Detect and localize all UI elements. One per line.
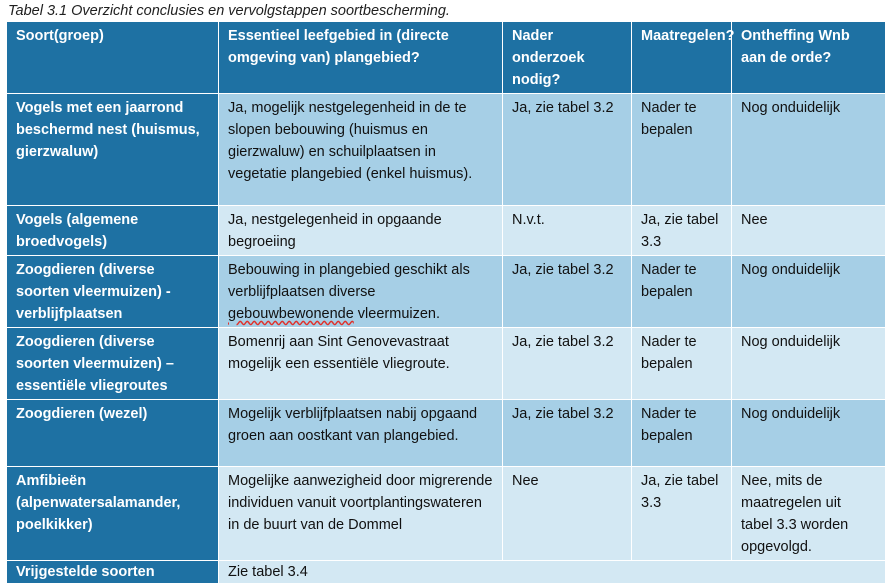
table-caption: Tabel 3.1 Overzicht conclusies en vervolgstappen soortbescherming. xyxy=(8,3,450,19)
header-habitat: Essentieel leefgebied in (directe omgeving van) plangebied? xyxy=(219,22,503,94)
species-cell: Amfibieën (alpenwatersalamander, poelkikker) xyxy=(7,467,219,561)
exemption-cell: Nog onduidelijk xyxy=(732,328,886,400)
species-cell: Vogels (algemene broedvogels) xyxy=(7,206,219,256)
exemption-cell: Nog onduidelijk xyxy=(732,256,886,328)
species-cell: Zoogdieren (diverse soorten vleermuizen) - verblijfplaatsen xyxy=(7,256,219,328)
measures-cell: Nader te bepalen xyxy=(632,94,732,206)
measures-cell: Nader te bepalen xyxy=(632,328,732,400)
species-cell: Zoogdieren (wezel) xyxy=(7,400,219,467)
measures-cell: Nader te bepalen xyxy=(632,256,732,328)
table-row xyxy=(7,467,886,561)
habitat-cell: Zie tabel 3.4 xyxy=(219,561,886,584)
research-cell: Ja, zie tabel 3.2 xyxy=(503,400,632,467)
habitat-cell: Bomenrij aan Sint Genovevastraat mogelijk een essentiële vliegroute. xyxy=(219,328,503,400)
habitat-text: vleermuizen. xyxy=(353,306,441,322)
exemption-cell: Nee, mits de maatregelen uit tabel 3.3 worden opgevolgd. xyxy=(732,467,886,561)
habitat-cell xyxy=(219,256,503,328)
header-measures: Maatregelen? xyxy=(632,22,732,94)
conclusions-table xyxy=(6,21,886,584)
research-cell: Nee xyxy=(503,467,632,561)
species-cell: Vrijgestelde soorten xyxy=(7,561,219,584)
habitat-cell: Ja, mogelijk nestgelegenheid in de te slopen bebouwing (huismus en gierzwaluw) en schuilplaatsen in vegetatie plangebied (enkel huismus). xyxy=(219,94,503,206)
habitat-cell: Mogelijke aanwezigheid door migrerende individuen vanuit voortplantingswateren in de buurt van de Dommel xyxy=(219,467,503,561)
species-cell: Zoogdieren (diverse soorten vleermuizen) – essentiële vliegroutes xyxy=(7,328,219,400)
header-exemption: Ontheffing Wnb aan de orde? xyxy=(732,22,886,94)
spellcheck-marked-word: gebouwbewonende xyxy=(228,306,354,322)
habitat-cell: Mogelijk verblijfplaatsen nabij opgaand groen aan oostkant van plangebied. xyxy=(219,400,503,467)
header-row xyxy=(7,22,886,94)
header-species: Soort(groep) xyxy=(7,22,219,94)
measures-cell: Nader te bepalen xyxy=(632,400,732,467)
habitat-cell: Ja, nestgelegenheid in opgaande begroeiing xyxy=(219,206,503,256)
measures-cell: Ja, zie tabel 3.3 xyxy=(632,206,732,256)
table-row xyxy=(7,561,886,584)
exemption-cell: Nee xyxy=(732,206,886,256)
research-cell: Ja, zie tabel 3.2 xyxy=(503,328,632,400)
habitat-text: Bebouwing in plangebied geschikt als verblijfplaatsen diverse xyxy=(228,262,470,300)
exemption-cell: Nog onduidelijk xyxy=(732,94,886,206)
measures-cell: Ja, zie tabel 3.3 xyxy=(632,467,732,561)
table-row xyxy=(7,256,886,328)
species-cell: Vogels met een jaarrond beschermd nest (huismus, gierzwaluw) xyxy=(7,94,219,206)
research-cell: N.v.t. xyxy=(503,206,632,256)
exemption-cell: Nog onduidelijk xyxy=(732,400,886,467)
table-row xyxy=(7,400,886,467)
table-row xyxy=(7,328,886,400)
research-cell: Ja, zie tabel 3.2 xyxy=(503,256,632,328)
header-research: Nader onderzoek nodig? xyxy=(503,22,632,94)
table-row xyxy=(7,94,886,206)
table-row xyxy=(7,206,886,256)
research-cell: Ja, zie tabel 3.2 xyxy=(503,94,632,206)
